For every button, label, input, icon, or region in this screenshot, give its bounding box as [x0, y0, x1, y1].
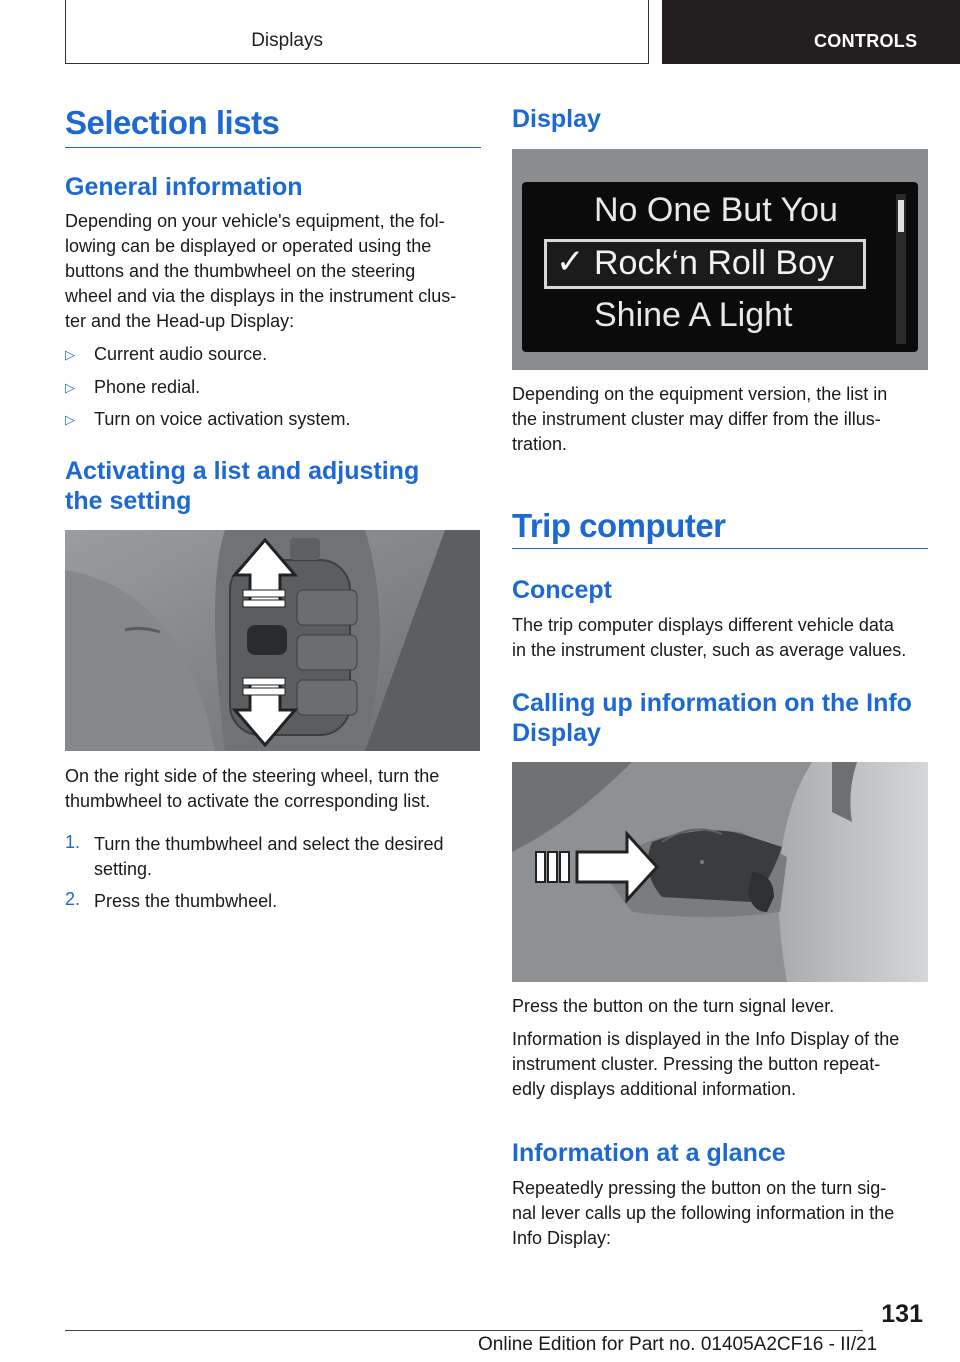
header-chapter-box [662, 0, 960, 64]
general-text-line: buttons and the thumbwheel on the steering [65, 261, 416, 281]
checkmark-icon: ✓ [556, 243, 585, 281]
figure-caption-line: thumbwheel to activate the corresponding list. [65, 791, 431, 811]
bullet-marker: ▷ [65, 347, 75, 362]
heading-activating-list [65, 456, 419, 516]
footer-edition: Online Edition for Part no. 01405A2CF16 - II/21 [478, 1334, 878, 1355]
page-number: 131 [881, 1300, 923, 1328]
list-item: Current audio source. [94, 344, 268, 364]
step-number: 1. [65, 832, 81, 852]
steering-wheel-illustration [65, 530, 480, 751]
step-text: setting. [94, 859, 153, 879]
step-text: Press the thumbwheel. [94, 891, 278, 911]
heading-calling-line: Display [512, 719, 601, 747]
step-number: 2. [65, 889, 81, 909]
general-text-line: wheel and via the displays in the instrument clus‐ [65, 286, 457, 306]
display-screen [522, 182, 918, 352]
display-caption-line: tration. [512, 434, 568, 454]
general-text-line: lowing can be displayed or operated using the [65, 236, 432, 256]
scrollbar-thumb [898, 200, 904, 232]
display-list-item: No One But You [594, 191, 838, 229]
glance-text-line: nal lever calls up the following information in the [512, 1203, 895, 1223]
bullet-marker: ▷ [65, 412, 75, 427]
turn-signal-lever-illustration [512, 762, 928, 982]
heading-concept: Concept [512, 576, 612, 604]
heading-trip-computer: Trip computer [512, 507, 726, 544]
display-caption-line: the instrument cluster may differ from the illus‐ [512, 409, 881, 429]
general-text-line: Depending on your vehicle's equipment, the fol‐ [65, 211, 445, 231]
header-section-title: Displays [251, 30, 323, 51]
header-section-box [65, 0, 649, 64]
heading-calling-line: Calling up information on the Info [512, 689, 912, 717]
info-text-line: edly displays additional information. [512, 1079, 797, 1099]
heading-rule [65, 147, 481, 148]
heading-activating-line: the setting [65, 487, 192, 515]
heading-rule [512, 548, 928, 549]
glance-text-line: Info Display: [512, 1228, 612, 1248]
heading-calling-up-information [512, 688, 912, 748]
info-text-line: Information is displayed in the Info Display of the [512, 1029, 900, 1049]
figure-caption-line: On the right side of the steering wheel, turn the [65, 766, 440, 786]
footer-rule [65, 1330, 863, 1331]
header-chapter-title: CONTROLS [814, 31, 918, 51]
scrollbar-track [896, 194, 906, 344]
heading-selection-lists: Selection lists [65, 104, 280, 141]
info-text-line: instrument cluster. Pressing the button repeat‐ [512, 1054, 881, 1074]
heading-general-information: General information [65, 173, 303, 201]
list-item: Turn on voice activation system. [94, 409, 351, 429]
display-list-item: Shine A Light [594, 296, 793, 334]
concept-text-line: in the instrument cluster, such as average values. [512, 640, 907, 660]
display-list-item: Rock‘n Roll Boy [594, 244, 834, 282]
general-text-line: ter and the Head-up Display: [65, 311, 295, 331]
turn-signal-lever-drawing [512, 762, 928, 982]
step-text: Turn the thumbwheel and select the desired [94, 834, 444, 854]
heading-display: Display [512, 105, 601, 133]
display-list-illustration [512, 149, 928, 370]
list-item: Phone redial. [94, 377, 201, 397]
concept-text-line: The trip computer displays different vehicle data [512, 615, 894, 635]
heading-information-at-a-glance: Information at a glance [512, 1139, 786, 1167]
heading-activating-line: Activating a list and adjusting [65, 457, 420, 485]
steering-wheel-drawing [65, 530, 480, 751]
bullet-marker: ▷ [65, 380, 75, 395]
glance-text-line: Repeatedly pressing the button on the turn sig‐ [512, 1178, 887, 1198]
display-caption-line: Depending on the equipment version, the list in [512, 384, 888, 404]
press-text: Press the button on the turn signal lever. [512, 996, 835, 1016]
